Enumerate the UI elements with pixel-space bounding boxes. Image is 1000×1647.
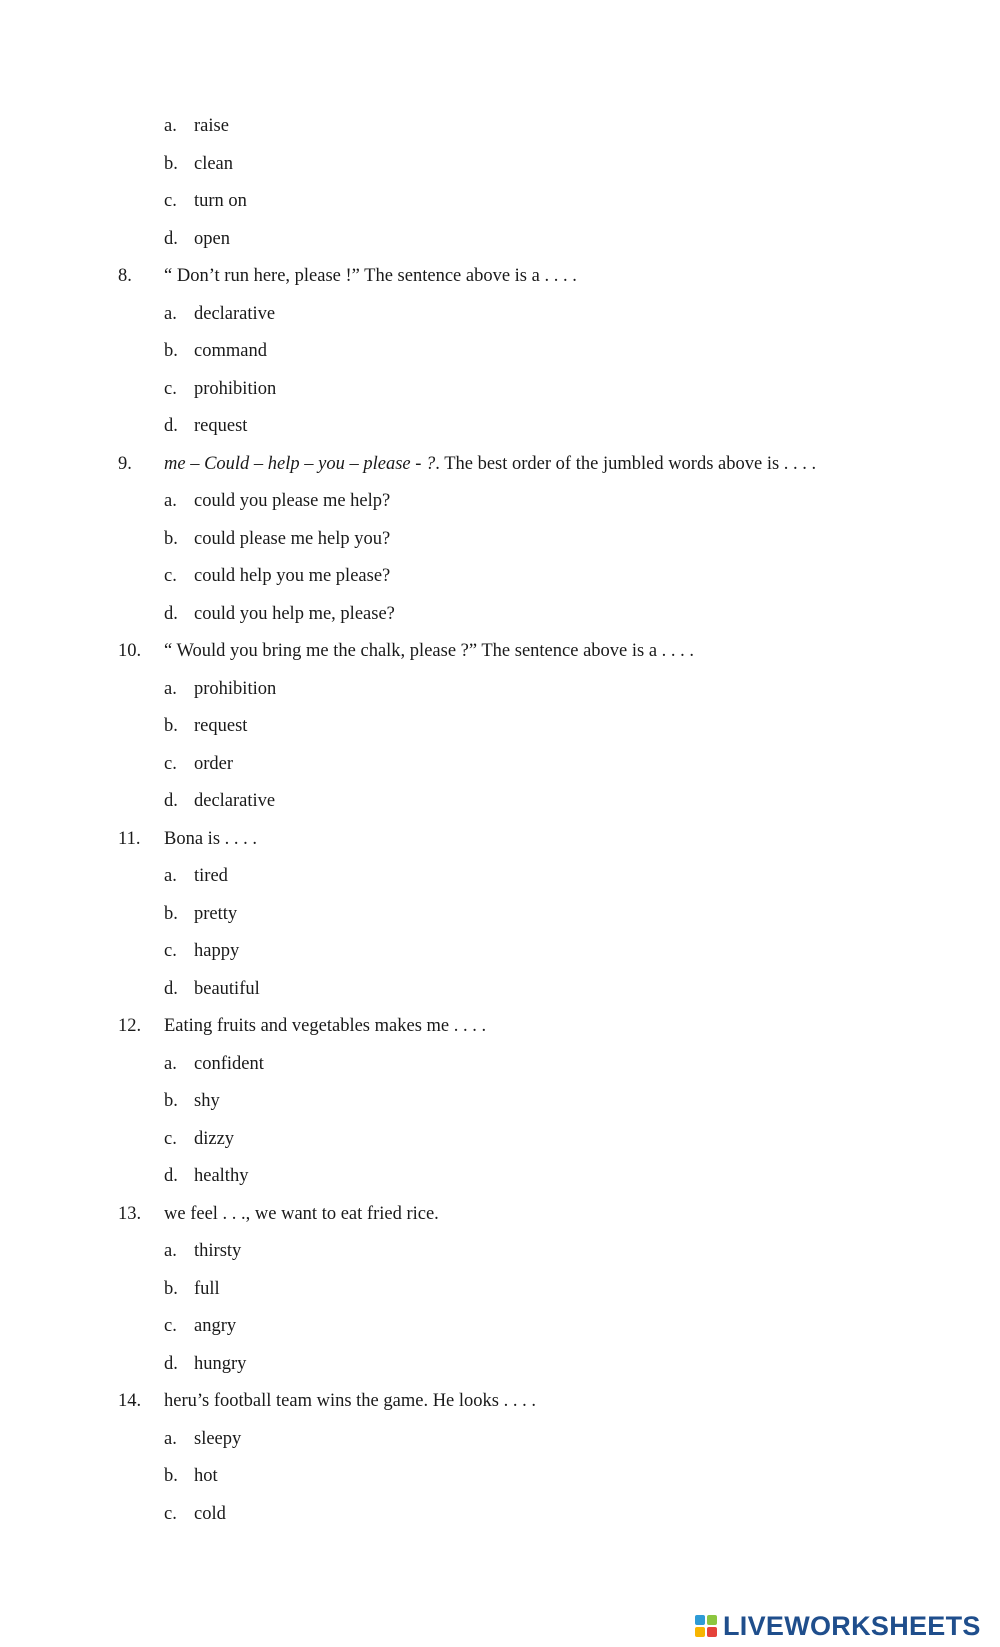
option-row[interactable] [0,933,1000,971]
question-instruction: . The best order of the jumbled words above is . . . . [435,453,817,474]
question-number: 10. [118,641,142,661]
question-row [0,446,1000,484]
option-text: healthy [194,1166,249,1186]
option-text: confident [194,1053,264,1074]
option-letter: a. [164,866,177,886]
option-text: could you please me help? [194,491,391,511]
option-letter: d. [164,416,178,436]
option-text: command [194,341,267,361]
option-row[interactable] [0,671,1000,709]
option-text: order [194,753,234,774]
question-text: Bona is . . . . [164,828,258,849]
option-row[interactable] [0,183,1000,221]
logo-square-green [707,1615,717,1625]
question-12 [0,1008,1000,1196]
question-14 [0,1383,1000,1533]
option-text: cold [194,1503,226,1524]
option-text: thirsty [194,1241,242,1261]
question-number: 14. [118,1391,142,1411]
orphan-options [0,108,1000,258]
option-letter: d. [164,791,178,811]
option-text: sleepy [194,1428,242,1449]
question-text [164,446,816,484]
option-row[interactable] [0,1346,1000,1384]
option-letter: d. [164,228,178,249]
question-number: 11. [118,828,141,849]
option-text: prohibition [194,378,277,399]
option-row[interactable] [0,408,1000,446]
question-number: 13. [118,1203,142,1224]
option-letter: d. [164,1353,178,1374]
question-row [0,1008,1000,1046]
option-row[interactable] [0,1046,1000,1084]
option-row[interactable] [0,1083,1000,1121]
option-letter: d. [164,978,178,999]
option-text: happy [194,941,240,961]
option-letter: b. [164,341,178,361]
option-row[interactable] [0,146,1000,184]
option-letter: b. [164,716,178,736]
option-row[interactable] [0,783,1000,821]
option-row[interactable] [0,1496,1000,1534]
logo-square-red [707,1627,717,1637]
option-letter: a. [164,303,177,324]
question-row [0,1196,1000,1234]
question-number: 8. [118,266,132,286]
logo-wordmark: LIVEWORKSHEETS [723,1610,981,1641]
question-row [0,633,1000,671]
option-letter: a. [164,1241,177,1261]
option-text: request [194,716,248,736]
liveworksheets-logo[interactable] [695,1610,981,1642]
option-text: raise [194,116,229,136]
option-text: open [194,228,230,249]
option-letter: d. [164,1166,178,1186]
option-row[interactable] [0,1158,1000,1196]
question-text: “ Don’t run here, please !” The sentence above is a . . . . [164,266,577,286]
option-text: hot [194,1466,218,1486]
option-letter: c. [164,191,177,211]
option-letter: b. [164,1278,178,1299]
option-row[interactable] [0,896,1000,934]
logo-square-yellow [695,1627,705,1637]
option-row[interactable] [0,1233,1000,1271]
question-number: 12. [118,1016,142,1036]
option-letter: b. [164,528,178,549]
question-row [0,821,1000,859]
option-letter: a. [164,1428,177,1449]
option-text: could help you me please? [194,566,391,586]
option-text: hungry [194,1353,247,1374]
question-row [0,1383,1000,1421]
option-text: full [194,1278,220,1299]
question-text: we feel . . ., we want to eat fried rice. [164,1203,439,1224]
option-letter: c. [164,941,177,961]
option-letter: a. [164,678,177,699]
option-row[interactable] [0,971,1000,1009]
option-row[interactable] [0,1121,1000,1159]
option-row[interactable] [0,221,1000,259]
option-row[interactable] [0,558,1000,596]
option-row[interactable] [0,521,1000,559]
option-row[interactable] [0,108,1000,146]
option-row[interactable] [0,746,1000,784]
option-text: tired [194,866,228,886]
option-text: could you help me, please? [194,603,395,624]
option-letter: c. [164,1128,177,1149]
question-11 [0,821,1000,1009]
option-letter: b. [164,1466,178,1486]
option-text: declarative [194,303,276,324]
question-8 [0,258,1000,446]
option-text: clean [194,153,234,174]
option-row[interactable] [0,1308,1000,1346]
option-row[interactable] [0,1458,1000,1496]
option-text: shy [194,1091,220,1111]
option-letter: c. [164,753,177,774]
option-letter: a. [164,491,177,511]
option-text: prohibition [194,678,277,699]
option-text: dizzy [194,1128,235,1149]
question-13 [0,1196,1000,1384]
option-row[interactable] [0,596,1000,634]
option-text: could please me help you? [194,528,391,549]
option-letter: b. [164,1091,178,1111]
option-letter: c. [164,378,177,399]
option-row[interactable] [0,333,1000,371]
option-row[interactable] [0,371,1000,409]
option-text: beautiful [194,978,260,999]
logo-square-blue [695,1615,705,1625]
option-row[interactable] [0,858,1000,896]
option-row[interactable] [0,483,1000,521]
option-text: request [194,416,248,436]
question-text: heru’s football team wins the game. He looks . . . . [164,1391,536,1411]
question-number: 9. [118,453,132,474]
option-text: angry [194,1316,237,1336]
option-letter: d. [164,603,178,624]
option-letter: b. [164,153,178,174]
option-text: turn on [194,191,247,211]
worksheet [0,108,1000,1533]
option-text: declarative [194,791,276,811]
option-text: pretty [194,903,238,924]
option-letter: a. [164,116,177,136]
option-row[interactable] [0,1271,1000,1309]
jumbled-words-prompt: me – Could – help – you – please - ? [164,453,436,474]
question-text: Eating fruits and vegetables makes me . . . . [164,1016,487,1036]
option-letter: c. [164,1316,177,1336]
option-row[interactable] [0,708,1000,746]
question-row [0,258,1000,296]
option-letter: c. [164,566,177,586]
option-letter: a. [164,1053,177,1074]
option-row[interactable] [0,1421,1000,1459]
question-text: “ Would you bring me the chalk, please ?” The sentence above is a . . . . [164,641,695,661]
option-letter: b. [164,903,178,924]
option-letter: c. [164,1503,177,1524]
question-10 [0,633,1000,821]
liveworksheets-logo-icon [695,1615,717,1637]
question-9 [0,446,1000,634]
option-row[interactable] [0,296,1000,334]
